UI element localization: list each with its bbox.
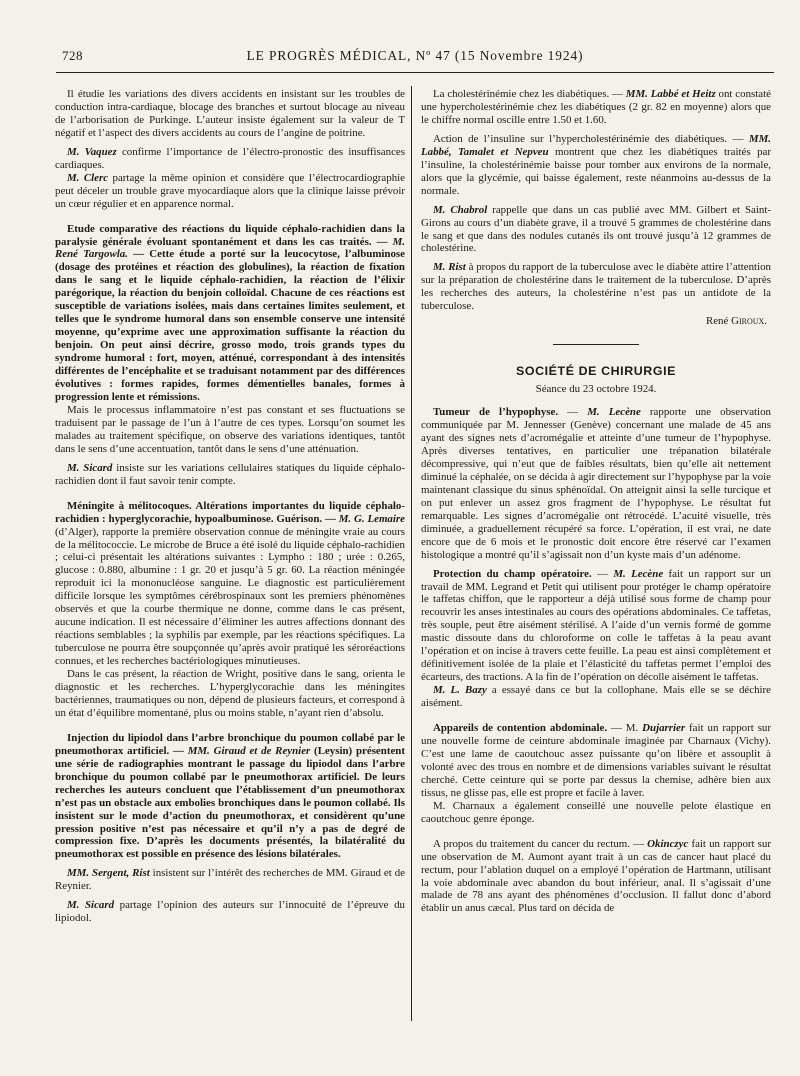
speaker-name: M. Sicard: [67, 899, 115, 912]
speaker-name: M. L. Bazy: [433, 684, 487, 697]
speaker-name: MM. Labbé, Tamalet et Nepveu: [421, 132, 771, 158]
paragraph-text: ont constaté une hypercholestérinémie chez les diabétiques (2 gr. 82 en moyenne) alors que le chiffre normal oscille entre 1.50 et 1.60.: [421, 88, 771, 126]
paragraph: [421, 88, 771, 127]
speaker-name: M. Sicard: [67, 461, 113, 474]
paragraph-text: (Leysin) présentent une série de radiographies montrant le passage du lipiodol dans l’arbre bronchique du poumon collabé par le pneumothorax artificiel. De leurs recherches les auteurs concluent que l’établissement d’un pneumothorax n’est pas un obstacle aux embolies bronchiques dans le poumon collabé. Ils insistent sur le mode d’action du pneumothorax, et considèrent qu’une pression positive n’est pas nécessaire et qu’il n’y a pas de degré de compression fixe. D’après les documents présentés, la bilatéralité du pneumothorax est possible en présence des lésions bilatérales.: [55, 744, 405, 861]
right-column: [421, 88, 771, 921]
paragraph-text: confirme l’importance de l’électro-pronostic des insuffisances cardiaques.: [55, 145, 405, 171]
paragraph-text: —: [591, 567, 614, 580]
speaker-name: MM. Giraud et de Reynier: [187, 744, 311, 757]
paragraph-text: insiste sur les variations cellulaires statiques du liquide céphalo-rachidien dont il faut savoir tenir compte.: [55, 461, 405, 487]
section-divider: [553, 344, 639, 345]
paragraph: [421, 722, 771, 800]
session-date: Séance du 23 octobre 1924.: [535, 383, 657, 396]
paragraph-text: partage l’opinion des auteurs sur l’innocuité de l’épreuve du lipiodol.: [55, 899, 405, 925]
speaker-name: M. Clerc: [67, 171, 109, 184]
paragraph: [421, 133, 771, 198]
paragraph: [55, 500, 405, 668]
page-header: [56, 48, 774, 70]
paragraph-text: fait un rapport sur une observation de M. Aumont ayant trait à un cas de cancer haut placé du rectum, pour l’ablation duquel on a employé l’opération de Hartmann, utilisant la voie abdominale avec abandon du bout inférieur, anal. Il s’agissait d’une malade de 78 ans ayant des phénomènes d’occlusion. Il fallut donc d’abord établir un anus cæcal. Plus tard on décida de: [421, 837, 771, 915]
section-title: SOCIÉTÉ DE CHIRURGIE: [515, 364, 677, 379]
paragraph-text: rappelle que dans un cas publié avec MM. Gilbert et Saint-Girons au cours d’un diabète grave, il a trouvé 5 grammes de cholestérine dans le sang et que dans des nodules cutanés ils ont trouvé jusqu’à 12 grammes de cholestérine.: [421, 203, 771, 255]
article-title: Appareils de contention abdominale.: [433, 722, 608, 735]
running-title: LE PROGRÈS MÉDICAL, Nº 47 (15 Novembre 1924): [246, 48, 584, 63]
paragraph: [55, 732, 405, 862]
column-divider: [411, 86, 412, 1021]
speaker-name: M. René Targowla.: [55, 235, 405, 261]
paragraph-text: (d’Alger), rapporte la première observation connue de méningite vraie au cours de la mélitococcie. Le microbe de Bruce a été isolé du liquide céphalo-rachidien ; celui-ci présentait les altérations suivantes : Lympho : 180 ; urée : 0.265, glucose : 0.880, albumine : 1 gr. 20 et jusqu’à 5 gr. 60. La réaction méningée reproduit ici la mononucléose sanguine. Le diagnostic est particulièrement difficile lorsque les symptômes cérébrospinaux sont les premiers phénomènes observés et que la courbe thermique ne donne, comme dans le cas présent, aucune indication. Il est nécessaire d’éliminer les autres affections donnant des réactions semblables ; la syphilis par exemple, par les réactions spécifiques. La tuberculose ne pourra être soupçonnée qu’après avoir pratiqué les séroréactions connues, et les recherches bactériologiques minutieuses.: [55, 525, 405, 668]
speaker-name: Okinczyc: [647, 837, 689, 850]
paragraph: [55, 867, 405, 893]
speaker-name: M. Lecène: [613, 567, 664, 580]
paragraph: [421, 684, 771, 710]
page-number: 728: [62, 48, 83, 63]
paragraph-text: insistent sur l’intérêt des recherches de MM. Giraud et de Reynier.: [55, 867, 405, 893]
paragraph-text: partage la même opinion et considère que l’électrocardiographie peut déceler un trouble grave myocardiaque alors que la clinique laisse prévoir un cœur régulier et en apparence normal.: [55, 171, 405, 210]
article-title: Etude comparative des réactions du liquide céphalo-rachidien dans la paralysie générale évoluant spontanément et dans les cas traités. —: [55, 222, 405, 248]
paragraph: [55, 88, 405, 140]
paragraph-text: M. Charnaux a également conseillé une nouvelle pelote élastique en caoutchouc genre éponge.: [421, 799, 771, 825]
paragraph-text: Mais le processus inflammatoire n’est pas constant et ses fluctuations se traduisent par le passage de l’un à l’autre de ces types. Lorsqu’on soumet les malades au traitement spécifique, on observe des variations identiques, tantôt dans le sens d’une accentuation, tantôt dans le sens d’une atténuation.: [55, 403, 405, 455]
paragraph-text: à propos du rapport de la tuberculose avec le diabète attire l’attention sur la préparation de cholestérine dans le traitement de la tuberculose. D’après les recherches des auteurs, la cholestérine n’est pas un antidote de la tuberculose.: [421, 261, 772, 313]
paragraph-text: Action de l’insuline sur l’hypercholestérinémie des diabétiques. —: [433, 132, 744, 145]
signature-last-name: Giroux.: [731, 315, 767, 328]
paragraph-text: A propos du traitement du cancer du rectum. —: [433, 837, 645, 850]
paragraph: [55, 404, 405, 456]
paragraph: [55, 462, 405, 488]
speaker-name: M. G. Lemaire: [338, 512, 405, 525]
paragraph-text: — M.: [607, 722, 643, 735]
paragraph-text: fait un rapport sur un travail de MM. Legrand et Petit qui utilisent pour protéger le champ opératoire le taffetas chiffon, que le rapporteur a déjà utilisé sous forme de champ pour recouvrir les anses intestinales au cours des opérations abdominales. Ce taffetas, très souple, peut être aisément stérilisé. A l’aide d’un vernis formé de gomme mastic dissoute dans du chloroforme on colle le taffetas à la peau avant l’opération et on incise à travers cette feuille. La peau est ainsi complètement et définitivement isolée de la plaie et l’élasticité du taffetas permet l’emploi des écarteurs, des tractions. A la fin de l’opération on décolle aisément le taffetas.: [421, 567, 772, 684]
speaker-name: M. Vaquez: [67, 145, 117, 158]
paragraph: [55, 668, 405, 720]
paragraph: [421, 406, 771, 561]
header-rule: [56, 72, 774, 73]
article-title: Méningite à mélitocoques. Altérations importantes du liquide céphalo-rachidien : hyperglycorachie, hypoalbuminose. Guérison. —: [55, 499, 405, 525]
left-column: [55, 88, 405, 931]
paragraph-text: fait un rapport sur une nouvelle forme de ceinture abdominale imaginée par Charnaux (Vichy). C’est une lame de caoutchouc assez puissante qu’on libère et assouplit à volonté avec des trous en nombre et de dimensions variables suivant le résultat cherché. Cette ceinture qui se porte par dessus la chemise, adhère bien aux tissus, ne glisse pas, elle est propre et facile à laver.: [421, 722, 772, 799]
paragraph: [421, 800, 771, 826]
speaker-name: MM. Labbé et Heitz: [625, 88, 716, 100]
signature-first-name: René: [705, 315, 729, 328]
paragraph: [421, 568, 771, 685]
paragraph-text: montrent que chez les diabétiques traités par l’insuline, la cholestérinémie baisse pour tomber aux environs de la normale, alors que la glycémie, qui baisse également, reste néanmoins au-dessus de la normale.: [421, 145, 771, 197]
speaker-name: M. Rist: [433, 261, 466, 274]
paragraph: [55, 172, 405, 211]
speaker-name: M. Lecène: [587, 406, 641, 419]
paragraph: [421, 204, 771, 256]
speaker-name: M. Chabrol: [433, 203, 488, 216]
paragraph-text: rapporte une observation communiquée par M. Jennesser (Genève) concernant une malade de 45 ans ayant des signes nets d’acromégalie et atteinte d’une tumeur de l’hypophyse. Après diverses tentatives, en particulier une trépanation bilatérale décompressive, qui n’eut que de faibles résultats, bien qu’elle ait nettement diminué la céphalée, on se décida à agir directement sur l’hypophyse par la voie maintenant classique du sinus sphénoïdal. On atteignit ainsi la selle turcique et on put enlever un assez gros fragment de l’hypophyse. Le résultat fut remarquable. Les signes d’acromégalie ont rétrocédé. L’acuité visuelle, très diminuée, a graduellement récupéré sa force. L’opération, il est vrai, ne date encore que de 6 mois et le pronostic doit encore être réservé car l’examen histologique a montré qu’il s’agissait non d’un kyste mais d’un adénome.: [421, 406, 771, 561]
paragraph: [55, 899, 405, 925]
paragraph-text: Il étudie les variations des divers accidents en insistant sur les troubles de conduction intra-cardiaque, blocage des branches et surtout blocage au niveau de l’arborisation de Purkinge. L’auteur insiste également sur la valeur de T négatif et l’aspect des divers accidents au cours de l’angine de poitrine.: [55, 88, 405, 139]
paragraph-text: a essayé dans ce but la collophane. Mais elle se se déchire aisément.: [421, 684, 771, 710]
paragraph: [421, 838, 771, 916]
paragraph: [421, 261, 771, 313]
article-title: Protection du champ opératoire.: [433, 567, 592, 580]
speaker-name: MM. Sergent, Rist: [67, 867, 150, 880]
article-title: Injection du lipiodol dans l’arbre bronchique du poumon collabé par le pneumothorax artificiel. —: [55, 731, 405, 757]
speaker-name: Dujarrier: [642, 722, 686, 735]
author-signature: [421, 315, 767, 328]
paragraph-text: — Cette étude a porté sur la leucocytose, l’albuminose (dosage des protéines et réaction des globulines), la réaction de fixation dans le sang et le liquide céphalo-rachidien, la réaction de l’élixir parégorique, la réaction du benjoin colloïdal. Chacune de ces réactions est susceptible de variations isolées, mais dans certaines limites seulement, et telles que le syndrome humoral dans son ensemble conserve une intensité moyenne, qu’exprime avec une approximation suffisante la réaction du benjoin. On peut ainsi décrire, grosso modo, trois grands types du syndrome humoral : fort, moyen, atténué, correspondant à des intensités différentes de l’encéphalite et se traduisant notamment par des différences évolutives : formes rapides, formes démentielles banales, formes à progression lente et rémissions.: [55, 248, 405, 403]
article-title: Tumeur de l’hypophyse.: [433, 406, 559, 419]
paragraph: [55, 146, 405, 172]
paragraph-text: La cholestérinémie chez les diabétiques. —: [433, 88, 623, 100]
paragraph-text: Dans le cas présent, la réaction de Wright, positive dans le sang, orienta le diagnostic et les recherches. L’hyperglycorachie dans les méningites bactériennes, traumatiques ou non, dépend de plusieurs facteurs, et correspond à un état d’équilibre momentané, plus ou moins stable, n’ayant rien d’absolu.: [55, 668, 405, 719]
paragraph-text: —: [558, 406, 588, 419]
paragraph: [55, 223, 405, 404]
